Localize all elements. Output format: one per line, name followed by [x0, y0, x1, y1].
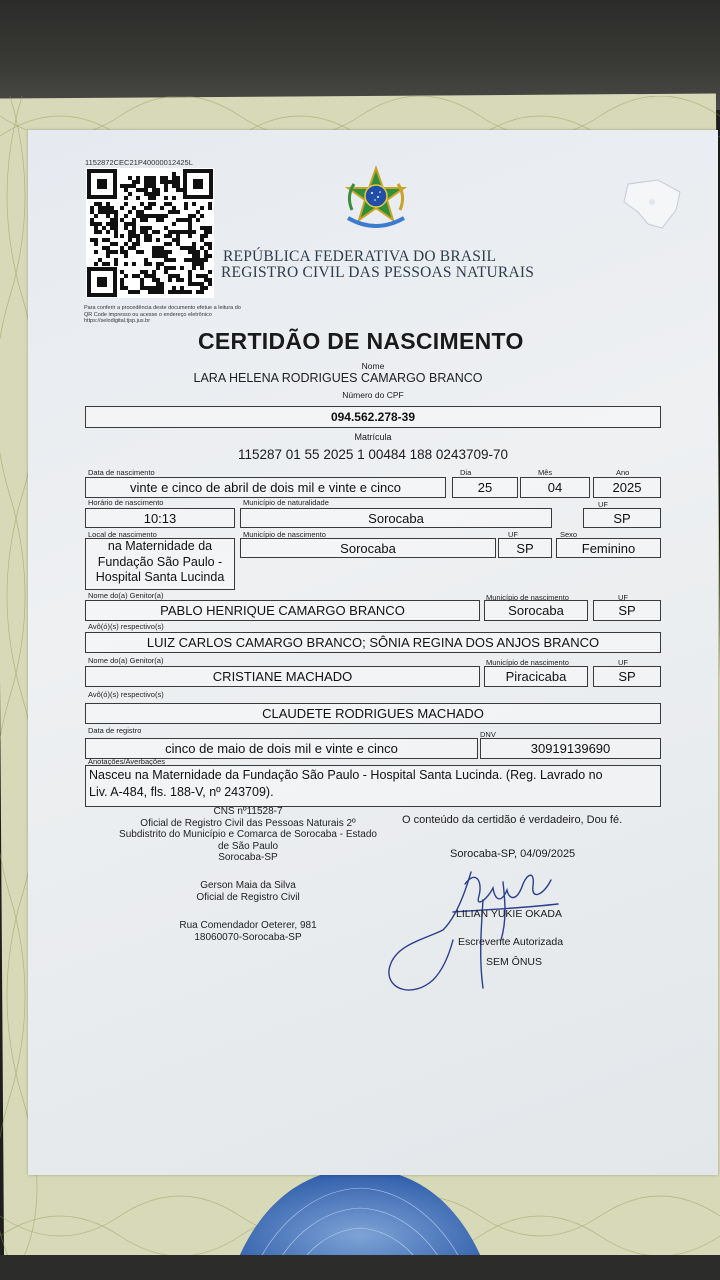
office-block: [98, 806, 398, 864]
fee-note: SEM ÔNUS: [486, 956, 543, 968]
office-line-4: Sorocaba-SP: [218, 852, 278, 863]
registry-date-label: Data de registro: [88, 726, 142, 735]
month-field: 04: [520, 477, 590, 498]
office-line-3: de São Paulo: [217, 840, 279, 852]
dnv-label: DNV: [480, 730, 496, 739]
cpf-label: Número do CPF: [342, 390, 404, 400]
parent2-label: Nome do(a) Genitor(a): [88, 656, 164, 665]
officer-name: Gerson Maia da Silva: [200, 880, 296, 891]
office-line-2: Subdistrito do Município e Comarca de Sorocaba - Estado: [119, 829, 377, 840]
sex-field: Feminino: [556, 538, 661, 558]
signer-title: Escrevente Autorizada: [458, 936, 564, 948]
naturalidade-field: Sorocaba: [240, 508, 552, 528]
parent1-grandparents-field: LUIZ CARLOS CAMARGO BRANCO; SÔNIA REGINA DOS ANJOS BRANCO: [85, 632, 661, 653]
qr-code: [86, 168, 214, 298]
registry-date-field: cinco de maio de dois mil e vinte e cinco: [85, 738, 478, 759]
birth-date-field: vinte e cinco de abril de dois mil e vinte e cinco: [85, 477, 446, 498]
parent2-grandparents-label: Avô(ó)(s) respectivo(s): [88, 690, 164, 699]
qr-code-id: 1152872CEC21P40000012425L: [85, 158, 193, 167]
birth-place-line-1: na Maternidade da: [107, 539, 213, 553]
birth-uf-field: SP: [498, 538, 552, 558]
birth-place-line-3: Hospital Santa Lucinda: [95, 570, 225, 584]
parent1-name-field: PABLO HENRIQUE CAMARGO BRANCO: [85, 600, 480, 621]
annotations-field: [85, 765, 661, 807]
uf-field: SP: [583, 508, 661, 528]
birth-place-line-2: Fundação São Paulo -: [97, 554, 223, 569]
birth-place-label: Local de nascimento: [88, 530, 157, 539]
birth-time-label: Horário de nascimento: [88, 498, 164, 507]
parent2-uf-label: UF: [618, 658, 628, 667]
brazil-coat-of-arms-icon: [340, 166, 412, 234]
year-field: 2025: [593, 477, 661, 498]
parent2-name-field: CRISTIANE MACHADO: [85, 666, 480, 687]
birth-municipio-field: Sorocaba: [240, 538, 496, 558]
parent2-municipio-label: Município de nascimento: [486, 658, 569, 667]
cns-number: CNS nº11528-7: [213, 806, 283, 817]
dnv-field: 30919139690: [480, 738, 661, 759]
brazil-map-hologram-icon: [618, 176, 686, 234]
parent1-uf-field: SP: [593, 600, 661, 621]
birth-date-label: Data de nascimento: [88, 468, 155, 477]
matricula-number: 115287 01 55 2025 1 00484 188 0243709-70: [237, 447, 508, 462]
month-label: Mês: [538, 468, 553, 477]
annotation-line-2: Liv. A-484, fls. 188-V, nº 243709).: [89, 785, 274, 799]
parent2-uf-field: SP: [593, 666, 661, 687]
birth-place-field: [85, 538, 235, 590]
address-line-1: Rua Comendador Oeterer, 981: [179, 920, 317, 931]
sex-label: Sexo: [560, 530, 578, 539]
person-name: LARA HELENA RODRIGUES CAMARGO BRANCO: [193, 371, 483, 385]
registry-heading: REGISTRO CIVIL DAS PESSOAS NATURAIS: [221, 264, 535, 281]
certificate-title: CERTIDÃO DE NASCIMENTO: [198, 328, 524, 354]
birth-time-field: 10:13: [85, 508, 235, 528]
republic-heading: REPÚBLICA FEDERATIVA DO BRASIL: [223, 248, 497, 265]
annotations-label: Anotações/Averbações: [88, 757, 165, 766]
parent2-municipio-field: Piracicaba: [484, 666, 588, 687]
floor-shadow: [0, 1255, 720, 1280]
birth-uf-label: UF: [508, 530, 518, 539]
qr-verification-note: Para conferir a procedência deste documento efetue a leitura do QR Code impresso ou acesse o endereço eletrônico https://selodigital.tjsp.jus.br: [84, 305, 241, 324]
day-label: Dia: [460, 468, 472, 477]
name-label: Nome: [361, 361, 385, 371]
annotation-line-1: Nasceu na Maternidade da Fundação São Paulo - Hospital Santa Lucinda. (Reg. Lavrado no: [89, 768, 603, 782]
handwritten-signature: [383, 860, 583, 1000]
parent2-grandparents-field: CLAUDETE RODRIGUES MACHADO: [85, 703, 661, 724]
birth-municipio-label: Município de nascimento: [243, 530, 326, 539]
attestation-place-date: Sorocaba-SP, 04/09/2025: [450, 848, 576, 860]
office-line-1: Oficial de Registro Civil das Pessoas Naturais 2º: [140, 817, 356, 829]
cpf-field: 094.562.278-39: [85, 406, 661, 428]
signer-name: LILIAN YUKIE OKADA: [456, 908, 563, 920]
matricula-label: Matrícula: [354, 432, 392, 442]
parent1-uf-label: UF: [618, 593, 628, 602]
uf-label: UF: [598, 500, 608, 509]
parent1-municipio-field: Sorocaba: [484, 600, 588, 621]
year-label: Ano: [616, 468, 630, 477]
parent1-grandparents-label: Avô(ó)(s) respectivo(s): [88, 622, 164, 631]
officer-title: Oficial de Registro Civil: [196, 892, 300, 903]
naturalidade-label: Município de naturalidade: [243, 498, 329, 507]
day-field: 25: [452, 477, 518, 498]
birth-certificate: [28, 130, 718, 1175]
officer-block: [148, 880, 348, 904]
attestation-statement: O conteúdo da certidão é verdadeiro, Dou fé.: [402, 814, 623, 826]
address-line-2: 18060070-Sorocaba-SP: [194, 932, 302, 943]
parent1-municipio-label: Município de nascimento: [486, 593, 569, 602]
parent1-label: Nome do(a) Genitor(a): [88, 591, 164, 600]
office-address: [148, 920, 348, 944]
